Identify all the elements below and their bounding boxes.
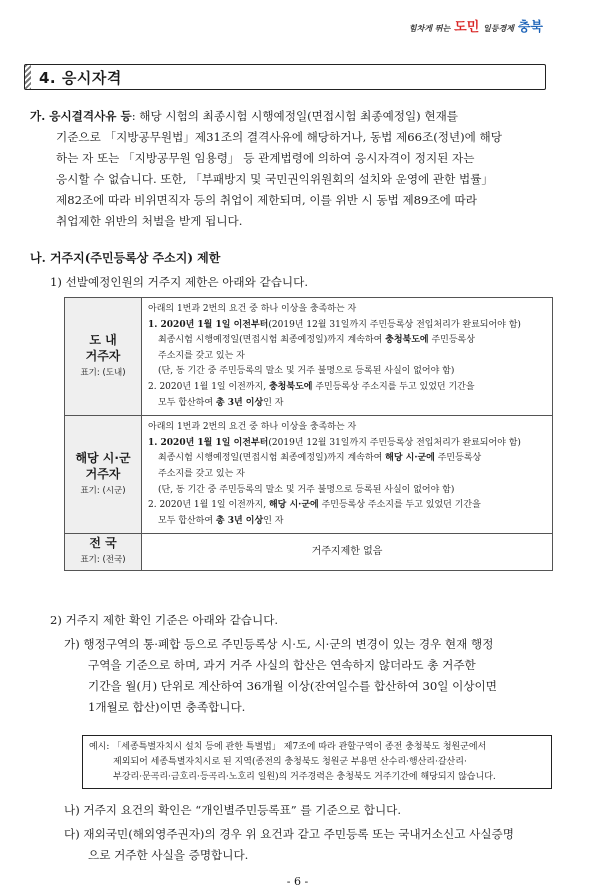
header-logo bbox=[409, 16, 543, 35]
section-heading-bar bbox=[25, 65, 31, 89]
condition-1-line3: 주소지를 갖고 있는 자 bbox=[158, 468, 245, 479]
verification-item2: 2) 거주지 제한 확인 기준은 아래와 같습니다. bbox=[50, 613, 279, 627]
row-label-sub: 표기: (시군) bbox=[80, 485, 126, 496]
disqualification-paragraph bbox=[30, 106, 560, 232]
row-label-line2: 거주자 bbox=[85, 466, 121, 481]
condition-2-line2: 모두 합산하여 총 3년 이상인 자 bbox=[158, 397, 284, 408]
row-label-cell bbox=[65, 416, 142, 534]
condition-2: 2. 2020년 1월 1일 이전까지, 해당 시·군에 주민등록상 주소지를 두고 있었던 기간을 bbox=[148, 500, 481, 511]
nation-value: 거주지제한 없음 bbox=[142, 534, 553, 571]
verification-ga-line3: 기간을 월(月) 단위로 계산하여 36개월 이상(잔여일수를 합산하여 30일 이상이면 bbox=[88, 679, 497, 693]
verification-da-line1: 다) 재외국민(해외영주권자)의 경우 위 요건과 같고 주민등록 또는 국내거소신고 사실증명 bbox=[64, 827, 514, 841]
row-intro: 아래의 1번과 2번의 요건 중 하나 이상을 충족하는 자 bbox=[148, 422, 357, 433]
condition-1-line2: 최종시험 시행예정일(면접시험 최종예정일)까지 계속하여 해당 시·군에 주민등록상 bbox=[158, 453, 482, 464]
table-row bbox=[65, 298, 553, 416]
row-intro: 아래의 1번과 2번의 요건 중 하나 이상을 충족하는 자 bbox=[148, 304, 357, 314]
condition-1-note: (단, 동 기간 중 주민등록의 말소 및 거주 불명으로 등록된 사실이 없어야 함) bbox=[158, 484, 455, 495]
verification-ga-line2: 구역을 기준으로 하며, 과거 거주 사실의 합산은 연속하지 않더라도 총 거주한 bbox=[88, 658, 476, 672]
example-note-line2: 제외되어 세종특별자치시로 된 지역(종전의 충청북도 청원군 부용면 산수리·행산리·갈산리· bbox=[113, 757, 467, 767]
section-title: 4. 응시자격 bbox=[39, 68, 122, 87]
disqualification-line3: 하는 자 또는 「지방공무원 임용령」 등 관계법령에 의하여 응시자격이 정지된 자는 bbox=[56, 151, 475, 165]
logo-prefix: 힘차게 뛰는 bbox=[408, 24, 451, 33]
condition-1-line3: 주소지를 갖고 있는 자 bbox=[158, 350, 245, 361]
example-note-box bbox=[82, 735, 552, 789]
disqualification-line1: : 해당 시험의 최종시험 시행예정일(면접시험 최종예정일) 현재를 bbox=[131, 109, 458, 123]
example-note-line3: 부강리·문곡리·금호리·등곡리·노호리 일원)의 거주경력은 충청북도 거주기간에 해당되지 않습니다. bbox=[113, 772, 496, 782]
condition-2-line2: 모두 합산하여 총 3년 이상인 자 bbox=[158, 515, 284, 526]
row-label-line1: 해당 시·군 bbox=[75, 450, 131, 465]
verification-da-line2: 으로 거주한 사실을 증명합니다. bbox=[88, 848, 249, 862]
nation-label-sub: 표기: (전국) bbox=[80, 555, 126, 566]
verification-ga bbox=[64, 634, 560, 718]
table-row bbox=[65, 416, 553, 534]
logo-highlight: 도민 bbox=[454, 20, 480, 35]
row-description-cell bbox=[142, 416, 553, 534]
verification-na: 나) 거주지 요건의 확인은 “개인별주민등록표” 를 기준으로 합니다. bbox=[64, 803, 402, 817]
disqualification-line5: 제82조에 따라 비위면직자 등의 취업이 제한되며, 이를 위반 시 동법 제89조에 따라 bbox=[56, 193, 477, 207]
page-number: - 6 - bbox=[286, 875, 309, 888]
verification-da bbox=[64, 824, 560, 866]
row-label-line1: 도 내 bbox=[89, 332, 117, 347]
residence-table bbox=[64, 297, 553, 571]
disqualification-line6: 취업제한 위반의 처벌을 받게 됩니다. bbox=[56, 214, 243, 228]
row-description-cell bbox=[142, 298, 553, 416]
condition-2: 2. 2020년 1월 1일 이전까지, 충청북도에 주민등록상 주소지를 두고 있었던 기간을 bbox=[148, 381, 475, 392]
disqualification-line2: 기준으로 「지방공무원법」제31조의 결격사유에 해당하거나, 동법 제66조(정년)에 해당 bbox=[56, 130, 502, 144]
logo-middle: 일등경제 bbox=[483, 24, 515, 33]
example-note-line1: 예시: 「세종특별자치시 설치 등에 관한 특별법」 제7조에 따라 관할구역이 종전 충청북도 청원군에서 bbox=[89, 742, 487, 752]
verification-ga-line4: 1개월로 합산)이면 충족합니다. bbox=[88, 700, 246, 714]
verification-ga-line1: 가) 행정구역의 통·폐합 등으로 주민등록상 시·도, 시·군의 변경이 있는 경우 현재 행정 bbox=[64, 637, 494, 651]
row-label-line2: 거주자 bbox=[85, 348, 121, 363]
section-heading-box bbox=[24, 64, 546, 90]
disqualification-line4: 응시할 수 없습니다. 또한, 「부패방지 및 국민권익위원회의 설치와 운영에 관한 법률」 bbox=[56, 172, 493, 186]
table-row bbox=[65, 534, 553, 571]
disqualification-lead: 가. 응시결격사유 등 bbox=[30, 109, 132, 123]
row-label-sub: 표기: (도내) bbox=[80, 367, 126, 378]
row-label-cell bbox=[65, 534, 142, 571]
row-label-cell bbox=[65, 298, 142, 416]
residence-item1: 1) 선발예정인원의 거주지 제한은 아래와 같습니다. bbox=[50, 275, 309, 289]
condition-1-line2: 최종시험 시행예정일(면접시험 최종예정일)까지 계속하여 충청북도에 주민등록상 bbox=[158, 335, 475, 346]
nation-label: 전 국 bbox=[89, 536, 117, 551]
logo-suffix: 충북 bbox=[517, 20, 543, 35]
condition-1: 1. 2020년 1월 1일 이전부터(2019년 12월 31일까지 주민등록상 전입처리가 완료되어야 함) bbox=[148, 319, 521, 330]
condition-1-note: (단, 동 기간 중 주민등록의 말소 및 거주 불명으로 등록된 사실이 없어야 함) bbox=[158, 366, 455, 377]
residence-heading: 나. 거주지(주민등록상 주소지) 제한 bbox=[30, 251, 221, 265]
condition-1: 1. 2020년 1월 1일 이전부터(2019년 12월 31일까지 주민등록상 전입처리가 완료되어야 함) bbox=[148, 437, 521, 448]
